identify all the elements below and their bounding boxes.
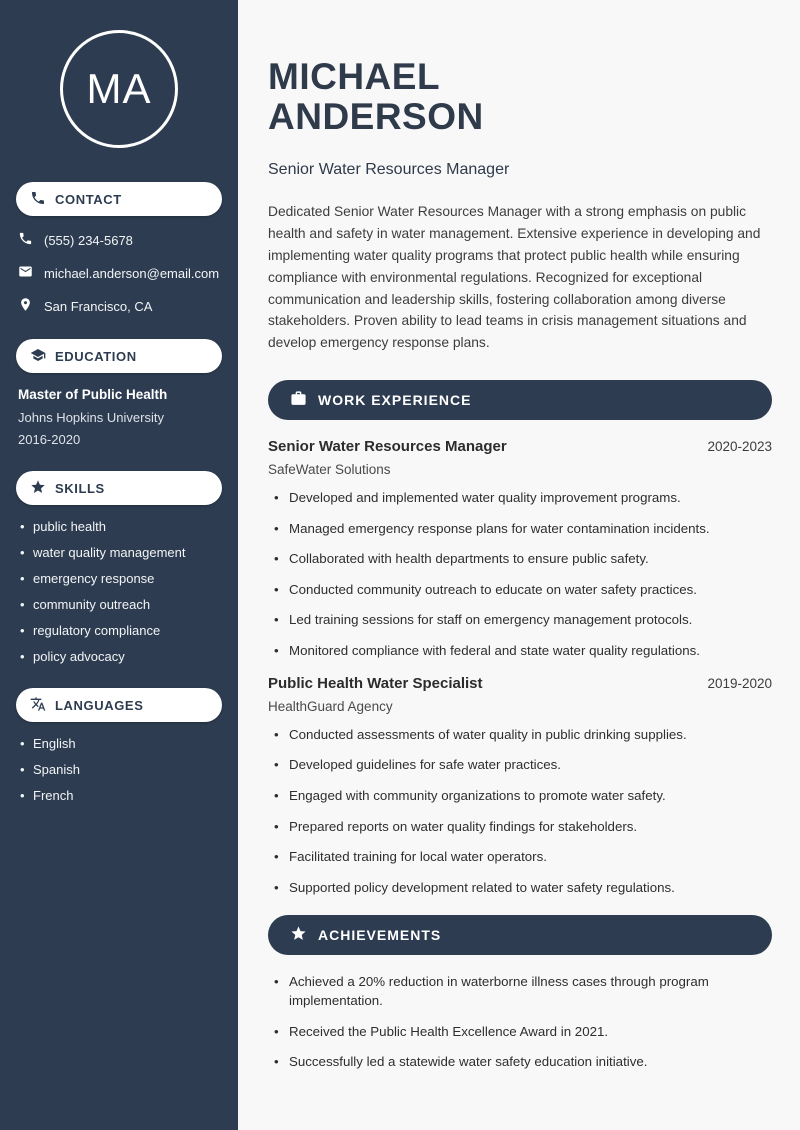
achievement-bullet: • Successfully led a statewide water safety education initiative.	[274, 1053, 772, 1072]
achievement-bullet: • Received the Public Health Excellence Award in 2021.	[274, 1023, 772, 1042]
achievements-section-header	[268, 915, 772, 955]
job-bullet: • Collaborated with health departments to ensure public safety.	[274, 550, 772, 569]
translate-icon	[30, 696, 46, 715]
skills-header-label: SKILLS	[55, 480, 105, 496]
achievements-list	[268, 973, 772, 1071]
job-bullet: • Facilitated training for local water operators.	[274, 848, 772, 867]
location-pin-icon	[18, 297, 33, 315]
contact-phone	[18, 231, 220, 249]
avatar-wrap	[16, 30, 222, 148]
job-title: Senior Water Resources Manager	[268, 438, 507, 456]
education-header-label: EDUCATION	[55, 348, 137, 364]
language-item: • French	[20, 788, 222, 803]
avatar-initials: MA	[86, 65, 152, 112]
briefcase-icon	[290, 390, 307, 410]
job-title: Public Health Water Specialist	[268, 674, 483, 692]
work-experience-header-label: WORK EXPERIENCE	[318, 392, 472, 409]
job-bullet: • Supported policy development related to water safety regulations.	[274, 879, 772, 898]
language-item: • English	[20, 736, 222, 751]
sidebar	[0, 0, 238, 1130]
job-bullet: • Developed and implemented water quality improvement programs.	[274, 489, 772, 508]
email-icon	[18, 264, 33, 282]
contact-email-value: michael.anderson@email.com	[44, 265, 220, 281]
education-section-header	[16, 339, 222, 373]
job-bullet: • Developed guidelines for safe water practices.	[274, 756, 772, 775]
skills-section-header	[16, 471, 222, 505]
job-company: SafeWater Solutions	[268, 462, 391, 478]
job-bullet: • Prepared reports on water quality findings for stakeholders.	[274, 818, 772, 837]
education-years: 2016-2020	[18, 432, 81, 447]
work-experience-section-header	[268, 380, 772, 420]
achievement-bullet: • Achieved a 20% reduction in waterborne illness cases through program implementation.	[274, 973, 772, 1010]
phone-icon	[18, 231, 33, 249]
job-bullet-list	[268, 726, 772, 898]
summary-paragraph: Dedicated Senior Water Resources Manager with a strong emphasis on public health and safety in water management. Extensive experience in developing and implementing water quality programs that protect public health while ensuring compliance with environmental regulations. Recognized for exceptional communication and leadership skills, fostering collaboration among diverse stakeholders. Proven ability to lead teams in crisis management situations and develop emergency response plans.	[268, 204, 761, 351]
job-head	[268, 675, 772, 692]
job-bullet-list	[268, 489, 772, 661]
contact-phone-value: (555) 234-5678	[44, 232, 133, 248]
job-head	[268, 438, 772, 455]
skill-item: • public health	[20, 519, 222, 534]
education-school: Johns Hopkins University	[18, 410, 164, 425]
skill-item: • community outreach	[20, 597, 222, 612]
skill-item: • emergency response	[20, 571, 222, 586]
contact-email	[18, 264, 220, 282]
skill-item: • regulatory compliance	[20, 623, 222, 638]
main-content	[238, 0, 800, 1130]
contact-header-label: CONTACT	[55, 191, 122, 207]
job-dates: 2020-2023	[707, 439, 772, 455]
contact-location	[18, 297, 220, 315]
job-bullet: • Led training sessions for staff on emergency management protocols.	[274, 611, 772, 630]
candidate-name-line1: MICHAEL	[268, 55, 441, 97]
languages-list	[16, 736, 222, 803]
contact-location-value: San Francisco, CA	[44, 298, 153, 314]
skill-item: • water quality management	[20, 545, 222, 560]
avatar	[60, 30, 178, 148]
languages-header-label: LANGUAGES	[55, 697, 144, 713]
languages-section-header	[16, 688, 222, 722]
job-entry	[268, 438, 772, 661]
candidate-name-line2: ANDERSON	[268, 95, 484, 137]
job-bullet: • Conducted community outreach to educate on water safety practices.	[274, 581, 772, 600]
job-bullet: • Monitored compliance with federal and state water quality regulations.	[274, 642, 772, 661]
job-dates: 2019-2020	[707, 675, 772, 691]
candidate-name	[268, 57, 772, 137]
phone-icon	[30, 190, 46, 209]
skills-list	[16, 519, 222, 664]
graduation-cap-icon	[30, 347, 46, 366]
education-degree: Master of Public Health	[18, 387, 168, 402]
star-icon	[30, 479, 46, 498]
star-icon	[290, 925, 307, 945]
job-company: HealthGuard Agency	[268, 698, 393, 714]
job-bullet: • Conducted assessments of water quality in public drinking supplies.	[274, 726, 772, 745]
skill-item: • policy advocacy	[20, 649, 222, 664]
achievements-header-label: ACHIEVEMENTS	[318, 927, 442, 944]
job-bullet: • Engaged with community organizations to promote water safety.	[274, 787, 772, 806]
candidate-title: Senior Water Resources Manager	[268, 161, 510, 179]
job-bullet: • Managed emergency response plans for water contamination incidents.	[274, 520, 772, 539]
job-entry	[268, 675, 772, 898]
language-item: • Spanish	[20, 762, 222, 777]
contact-section-header	[16, 182, 222, 216]
